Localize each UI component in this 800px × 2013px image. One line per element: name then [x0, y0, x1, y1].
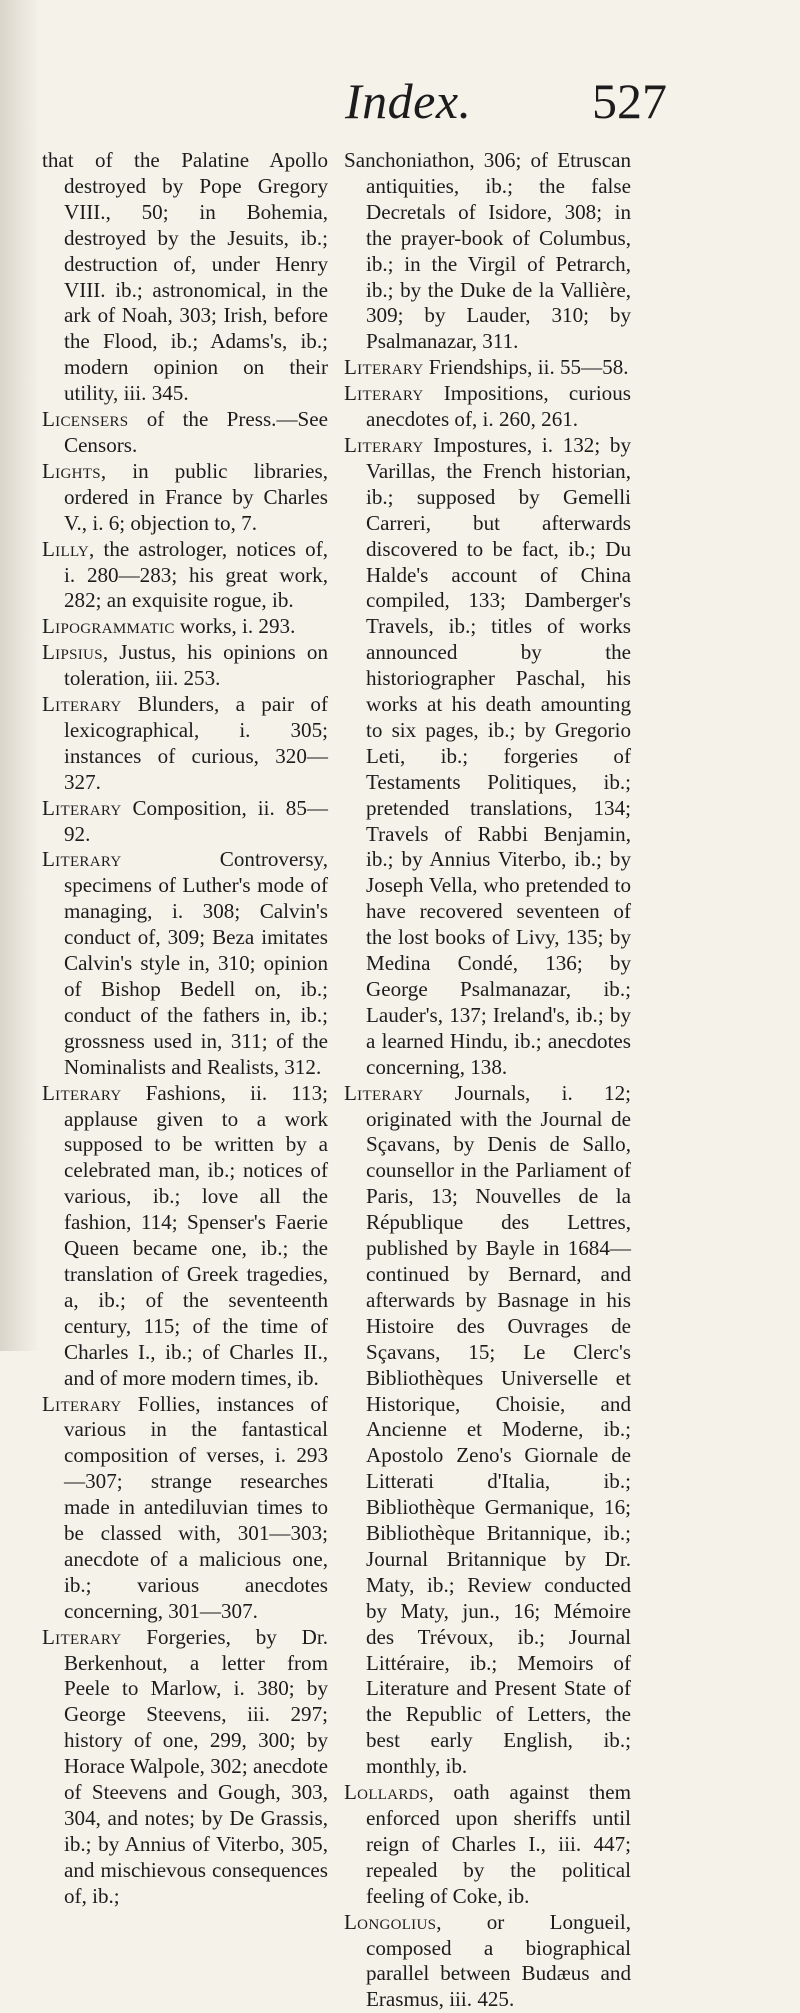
index-entry-heading: Longolius — [344, 1909, 437, 1934]
running-head — [0, 72, 800, 132]
index-entry-heading: Literary — [344, 355, 424, 380]
index-column-left — [42, 148, 328, 1910]
index-entry-text: , the astrologer, notices of, i. 280—283; his great work, 282; an exquisite rogue, ib. — [64, 536, 328, 613]
index-entry-text: Fashions, ii. 113; applause given to a work supposed to be written by a celebrated man, ib.; notices of various, ib.; love all the fashion, 114; Spenser's Faerie Queen became one, ib.; the translation of Greek tragedies, a, ib.; of the seventeenth century, 115; of the time of Charles I., ib.; of Charles II., and of more modern times, ib. — [64, 1080, 328, 1390]
index-entry-heading: Literary — [42, 847, 122, 872]
index-column-right — [344, 148, 631, 2013]
index-entry-text: that of the Palatine Apollo destroyed by Pope Gregory VIII., 50; in Bohemia, destroyed by the Jesuits, ib.; destruction of, under Henry VIII. ib.; astronomical, in the ark of Noah, 303; Irish, before the Flood, ib.; Adams's, ib.; modern opinion on their utility, iii. 345. — [42, 148, 328, 406]
page-gutter-shadow — [0, 0, 40, 1351]
index-entry — [42, 692, 328, 796]
index-entry-heading: Literary — [42, 1391, 122, 1416]
index-entry — [42, 1392, 328, 1625]
index-entry-heading: Literary — [42, 1080, 122, 1105]
index-entry — [42, 407, 328, 459]
index-entry — [42, 459, 328, 537]
index-entry-text: Controversy, specimens of Luther's mode of managing, i. 308; Calvin's conduct of, 309; Beza imitates Calvin's style in, 310; opinion of Bishop Bedell on, ib.; conduct of the fathers in, ib.; grossness used in, 311; of the Nominalists and Realists, 312. — [64, 847, 328, 1079]
index-entry-heading: Literary — [344, 432, 424, 457]
index-entry-text: of the Press.—See Censors. — [64, 407, 328, 457]
index-entry — [344, 1780, 631, 1910]
index-entry — [344, 433, 631, 1081]
index-entry-text: Impostures, i. 132; by Varillas, the French historian, ib.; supposed by Gemelli Carreri, but afterwards discovered to be fact, ib.; Du Halde's account of China compiled, 133; Damberger's Travels, ib.; titles of works announced by the historiographer Paschal, his works at his death amounting to six pages, ib.; by Gregorio Leti, ib.; forgeries of Testaments Politiques, ib.; pretended translations, 134; Travels of Rabbi Benjamin, ib.; by Annius Viterbo, ib.; by Joseph Vella, who pretended to have recovered seventeen of the lost books of Livy, 135; by Medina Condé, 136; by George Psalmanazar, ib.; Lauder's, 137; Ireland's, ib.; by a learned Hindu, ib.; anecdotes concerning, 138. — [366, 432, 631, 1079]
index-entry-heading: Literary — [42, 795, 122, 820]
index-entry — [344, 355, 631, 381]
index-entry-text: , or Longueil, composed a biographical parallel between Budæus and Erasmus, iii. 425. — [366, 1909, 631, 2012]
index-entry-heading: Licensers — [42, 407, 129, 432]
index-entry — [344, 381, 631, 433]
page-title: Index. — [345, 73, 472, 129]
index-entry — [42, 614, 328, 640]
index-entry — [42, 796, 328, 848]
index-entry-text: Composition, ii. 85—92. — [64, 795, 328, 846]
index-entry-text: Follies, instances of various in the fantastical composition of verses, i. 293—307; strange researches made in antediluvian times to be classed with, 301—303; anecdote of a malicious one, ib.; various anecdotes concerning, 301—307. — [64, 1391, 328, 1623]
index-entry — [42, 847, 328, 1080]
index-entry-text: Blunders, a pair of lexicographical, i. 305; instances of curious, 320—327. — [64, 692, 328, 794]
page-number: 527 — [592, 73, 667, 129]
index-entry-heading: Lipogrammatic — [42, 614, 175, 639]
index-entry — [42, 537, 328, 615]
index-entry — [42, 1625, 328, 1910]
index-entry — [344, 1910, 631, 2013]
index-entry-text: Forgeries, by Dr. Berkenhout, a letter from Peele to Marlow, i. 380; by George Steevens, iii. 297; history of one, 299, 300; by Horace Walpole, 302; anecdote of Steevens and Gough, 303, 304, and notes; by De Grassis, ib.; by Annius of Viterbo, 305, and mischievous consequences of, ib.; — [64, 1624, 328, 1908]
index-entry-heading: Literary — [42, 1624, 122, 1649]
index-entry — [344, 148, 631, 355]
index-entry — [42, 640, 328, 692]
index-entry-heading: Lilly — [42, 536, 90, 561]
index-entry-heading: Lights — [42, 458, 101, 483]
index-entry-heading: Literary — [344, 381, 424, 406]
index-entry-text: Impositions, curious anecdotes of, i. 260, 261. — [366, 381, 631, 432]
index-entry-heading: Lollards — [344, 1780, 429, 1805]
index-entry — [344, 1081, 631, 1780]
index-entry-heading: Lipsius — [42, 640, 103, 665]
index-entry-text: , oath against them enforced upon sheriffs until reign of Charles I., iii. 447; repealed by the political feeling of Coke, ib. — [366, 1780, 631, 1908]
index-entry-text: Friendships, ii. 55—58. — [423, 355, 629, 380]
index-entry — [42, 1081, 328, 1392]
index-entry-text: , Justus, his opinions on toleration, iii. 253. — [64, 640, 328, 691]
index-entry-text: , in public libraries, ordered in France by Charles V., i. 6; objection to, 7. — [64, 458, 328, 535]
index-entry-heading: Literary — [344, 1080, 424, 1105]
index-entry-text: works, i. 293. — [174, 614, 296, 639]
index-entry-heading: Literary — [42, 692, 122, 717]
index-entry — [42, 148, 328, 407]
index-entry-text: Journals, i. 12; originated with the Journal de Sçavans, by Denis de Sallo, counsellor in the Parliament of Paris, 13; Nouvelles de la République des Lettres, published by Bayle in 1684—continued by Bernard, and afterwards by Basnage in his Histoire des Ouvrages de Sçavans, 15; Le Clerc's Bibliothèques Universelle et Historique, Choisie, and Ancienne et Moderne, ib.; Apostolo Zeno's Giornale de Litterati d'Italia, ib.; Bibliothèque Germanique, 16; Bibliothèque Britannique, ib.; Journal Britannique by Dr. Maty, ib.; Review conducted by Maty, jun., 16; Mémoire des Trévoux, ib.; Journal Littéraire, ib.; Memoirs of Literature and Present State of the Republic of Letters, the best early English, ib.; monthly, ib. — [366, 1080, 631, 1779]
index-entry-text: Sanchoniathon, 306; of Etruscan antiquities, ib.; the false Decretals of Isidore, 308; in the prayer-book of Columbus, ib.; in the Virgil of Petrarch, ib.; by the Duke de la Vallière, 309; by Lauder, 310; by Psalmanazar, 311. — [344, 148, 631, 354]
